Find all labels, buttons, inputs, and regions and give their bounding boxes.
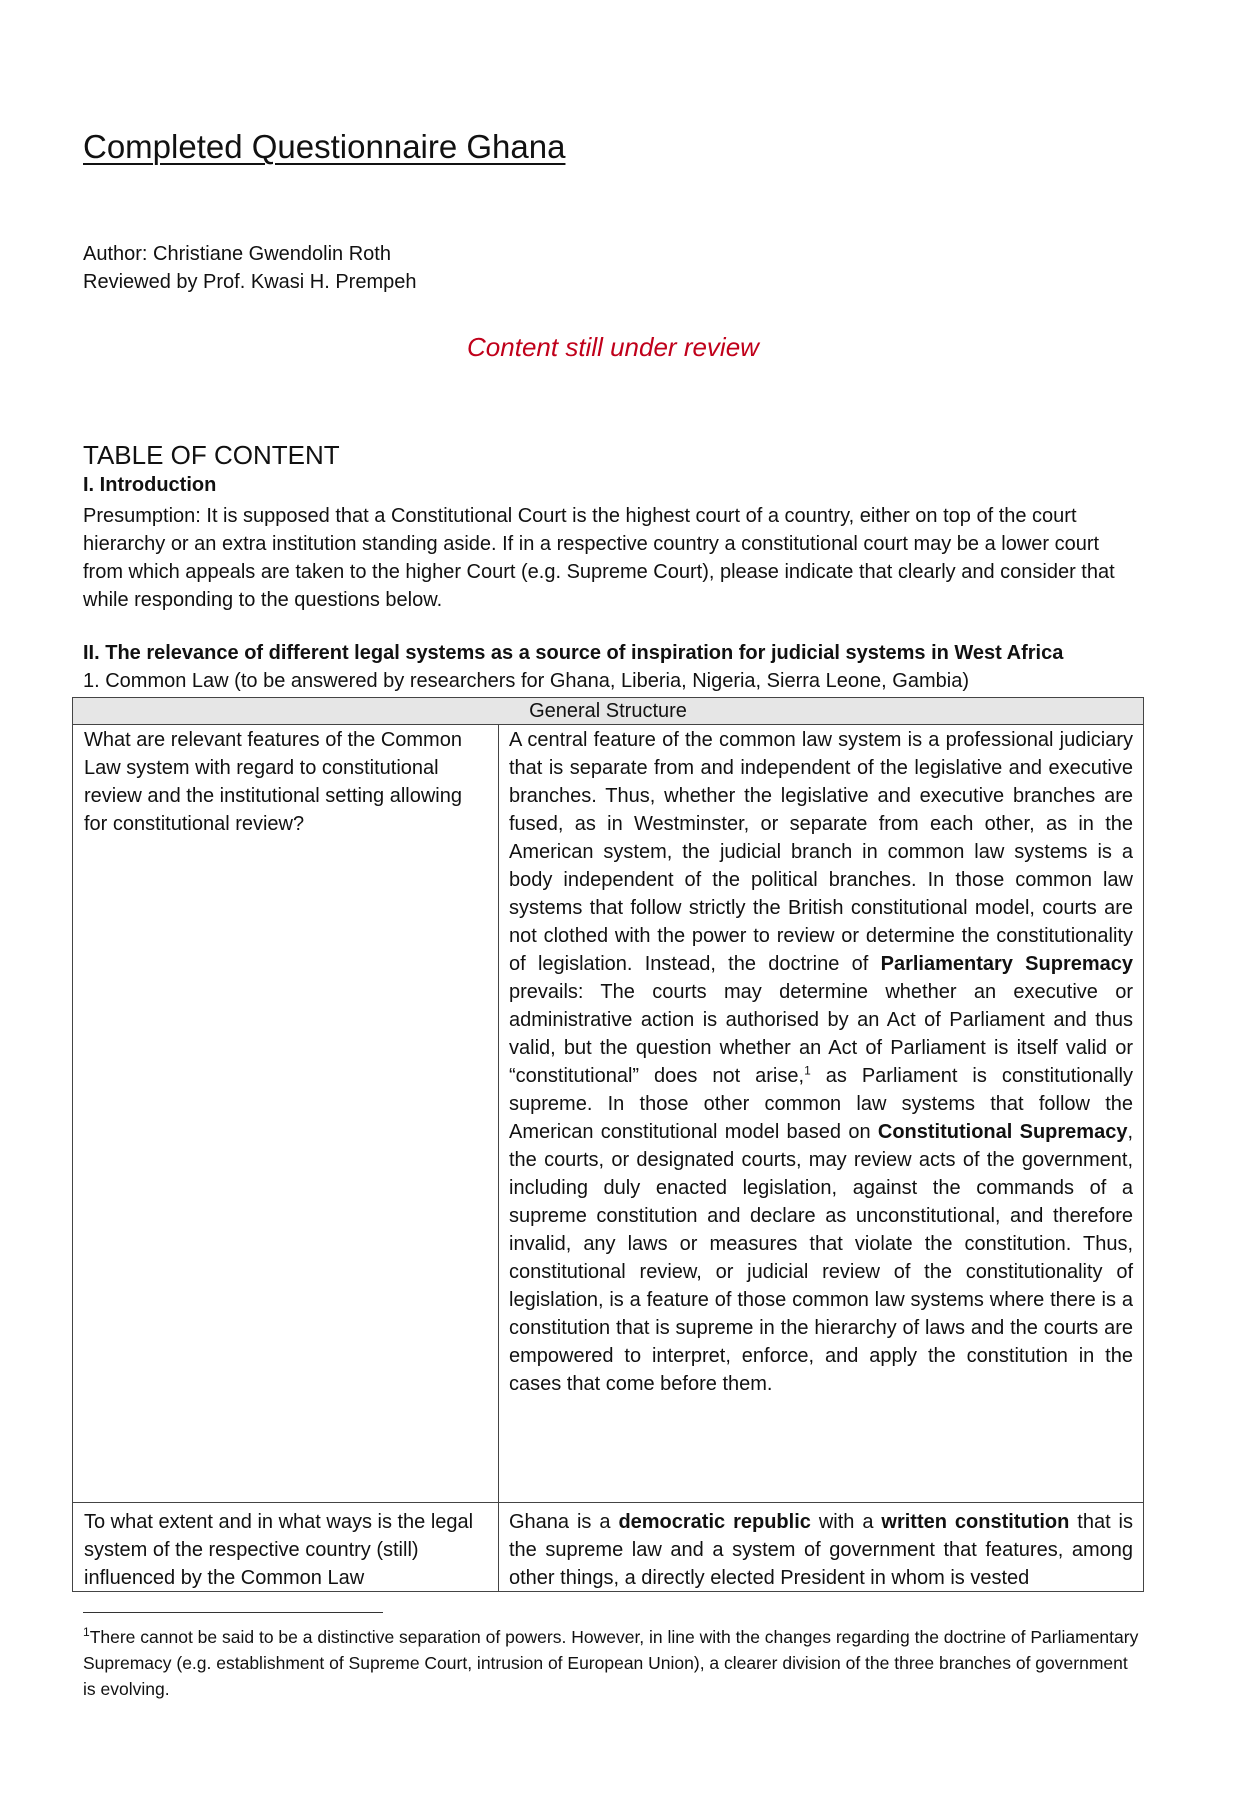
questionnaire-table [72, 697, 1144, 1592]
question-cell-1: What are relevant features of the Common Law system with regard to constitutional review and the institutional setting allowing for constitutional review? [84, 729, 462, 835]
bold-term: Constitutional Supremacy [877, 1121, 1128, 1143]
document-meta [83, 240, 416, 296]
author-line: Author: Christiane Gwendolin Roth [83, 243, 391, 265]
review-status-note: Content still under review [467, 332, 759, 362]
reviewer-line: Reviewed by Prof. Kwasi H. Prempeh [83, 271, 417, 293]
common-law-subheading: 1. Common Law (to be answered by researchers for Ghana, Liberia, Nigeria, Sierra Leone, Gambia) [83, 670, 969, 692]
column-divider [498, 724, 499, 1591]
answer-cell-1: A central feature of the common law system is a professional judiciary that is separate from and independent of the legislative and executive branches. Thus, whether the legislative and executive branches are fused, as in Westminster, or separate from each other, as in the American system, the judicial branch in common law systems is a body independent of the political branches. In those common law systems that follow strictly the British constitutional model, courts are not clothed with the power to review or determine the constitutionality of legislation. Instead, the doctrine of Parliamentary Supremacy prevails: The courts may determine whether an executive or administrative action is authorised by an Act of Parliament and thus valid, but the question whether an Act of Parliament is itself valid or “constitutional” does not arise,$^1$ as Parliament is constitutionally supreme. In those other common law systems that follow the American constitutional model based on Constitutional Supremacy, the courts, or designated courts, may review acts of the government, including duly enacted legislation, against the commands of a supreme constitution and declare as unconstitutional, and therefore invalid, any laws or measures that violate the constitution. Thus, constitutional review, or judicial review of the constitutionality of legislation, is a feature of those common law systems where there is a constitution that is supreme in the hierarchy of laws and the courts are empowered to interpret, enforce, and apply the constitution in the cases that come before them. [509, 729, 1134, 1395]
footnote [83, 1624, 1143, 1702]
section-two-heading: II. The relevance of different legal systems as a source of inspiration for judicial systems in West Africa [83, 642, 1064, 664]
footnote-ref[interactable]: 1 [804, 1063, 811, 1078]
footnote-separator [83, 1612, 383, 1613]
introduction-text: Presumption: It is supposed that a Constitutional Court is the highest court of a country, either on top of the court hierarchy or an extra institution standing aside. If in a respective country a constitutional court may be a lower court from which appeals are taken to the higher Court (e.g. Supreme Court), please indicate that clearly and consider that while responding to the questions below. [83, 505, 1115, 611]
bold-term: democratic republic [618, 1511, 811, 1533]
table-header: General Structure [73, 698, 1143, 725]
row-divider [73, 1502, 1143, 1503]
bold-term: Parliamentary Supremacy [880, 953, 1134, 975]
toc-heading: TABLE OF CONTENT [83, 440, 340, 470]
question-cell-2: To what extent and in what ways is the legal system of the respective country (still) influenced by the Common Law [84, 1511, 474, 1589]
bold-term: written constitution [881, 1511, 1070, 1533]
footnote-text: There cannot be said to be a distinctive separation of powers. However, in line with the changes regarding the doctrine of Parliamentary Supremacy (e.g. establishment of Supreme Court, intrusion of European Union), a clearer division of the three branches of government is evolving. [83, 1627, 1139, 1699]
introduction-heading: I. Introduction [83, 474, 217, 496]
document-title: Completed Questionnaire Ghana [83, 128, 566, 165]
answer-cell-2: Ghana is a democratic republic with a written constitution that is the supreme law and a system of government that features, among other things, a directly elected President in whom is vested [509, 1511, 1134, 1589]
footnote-marker: 1 [83, 1625, 90, 1640]
